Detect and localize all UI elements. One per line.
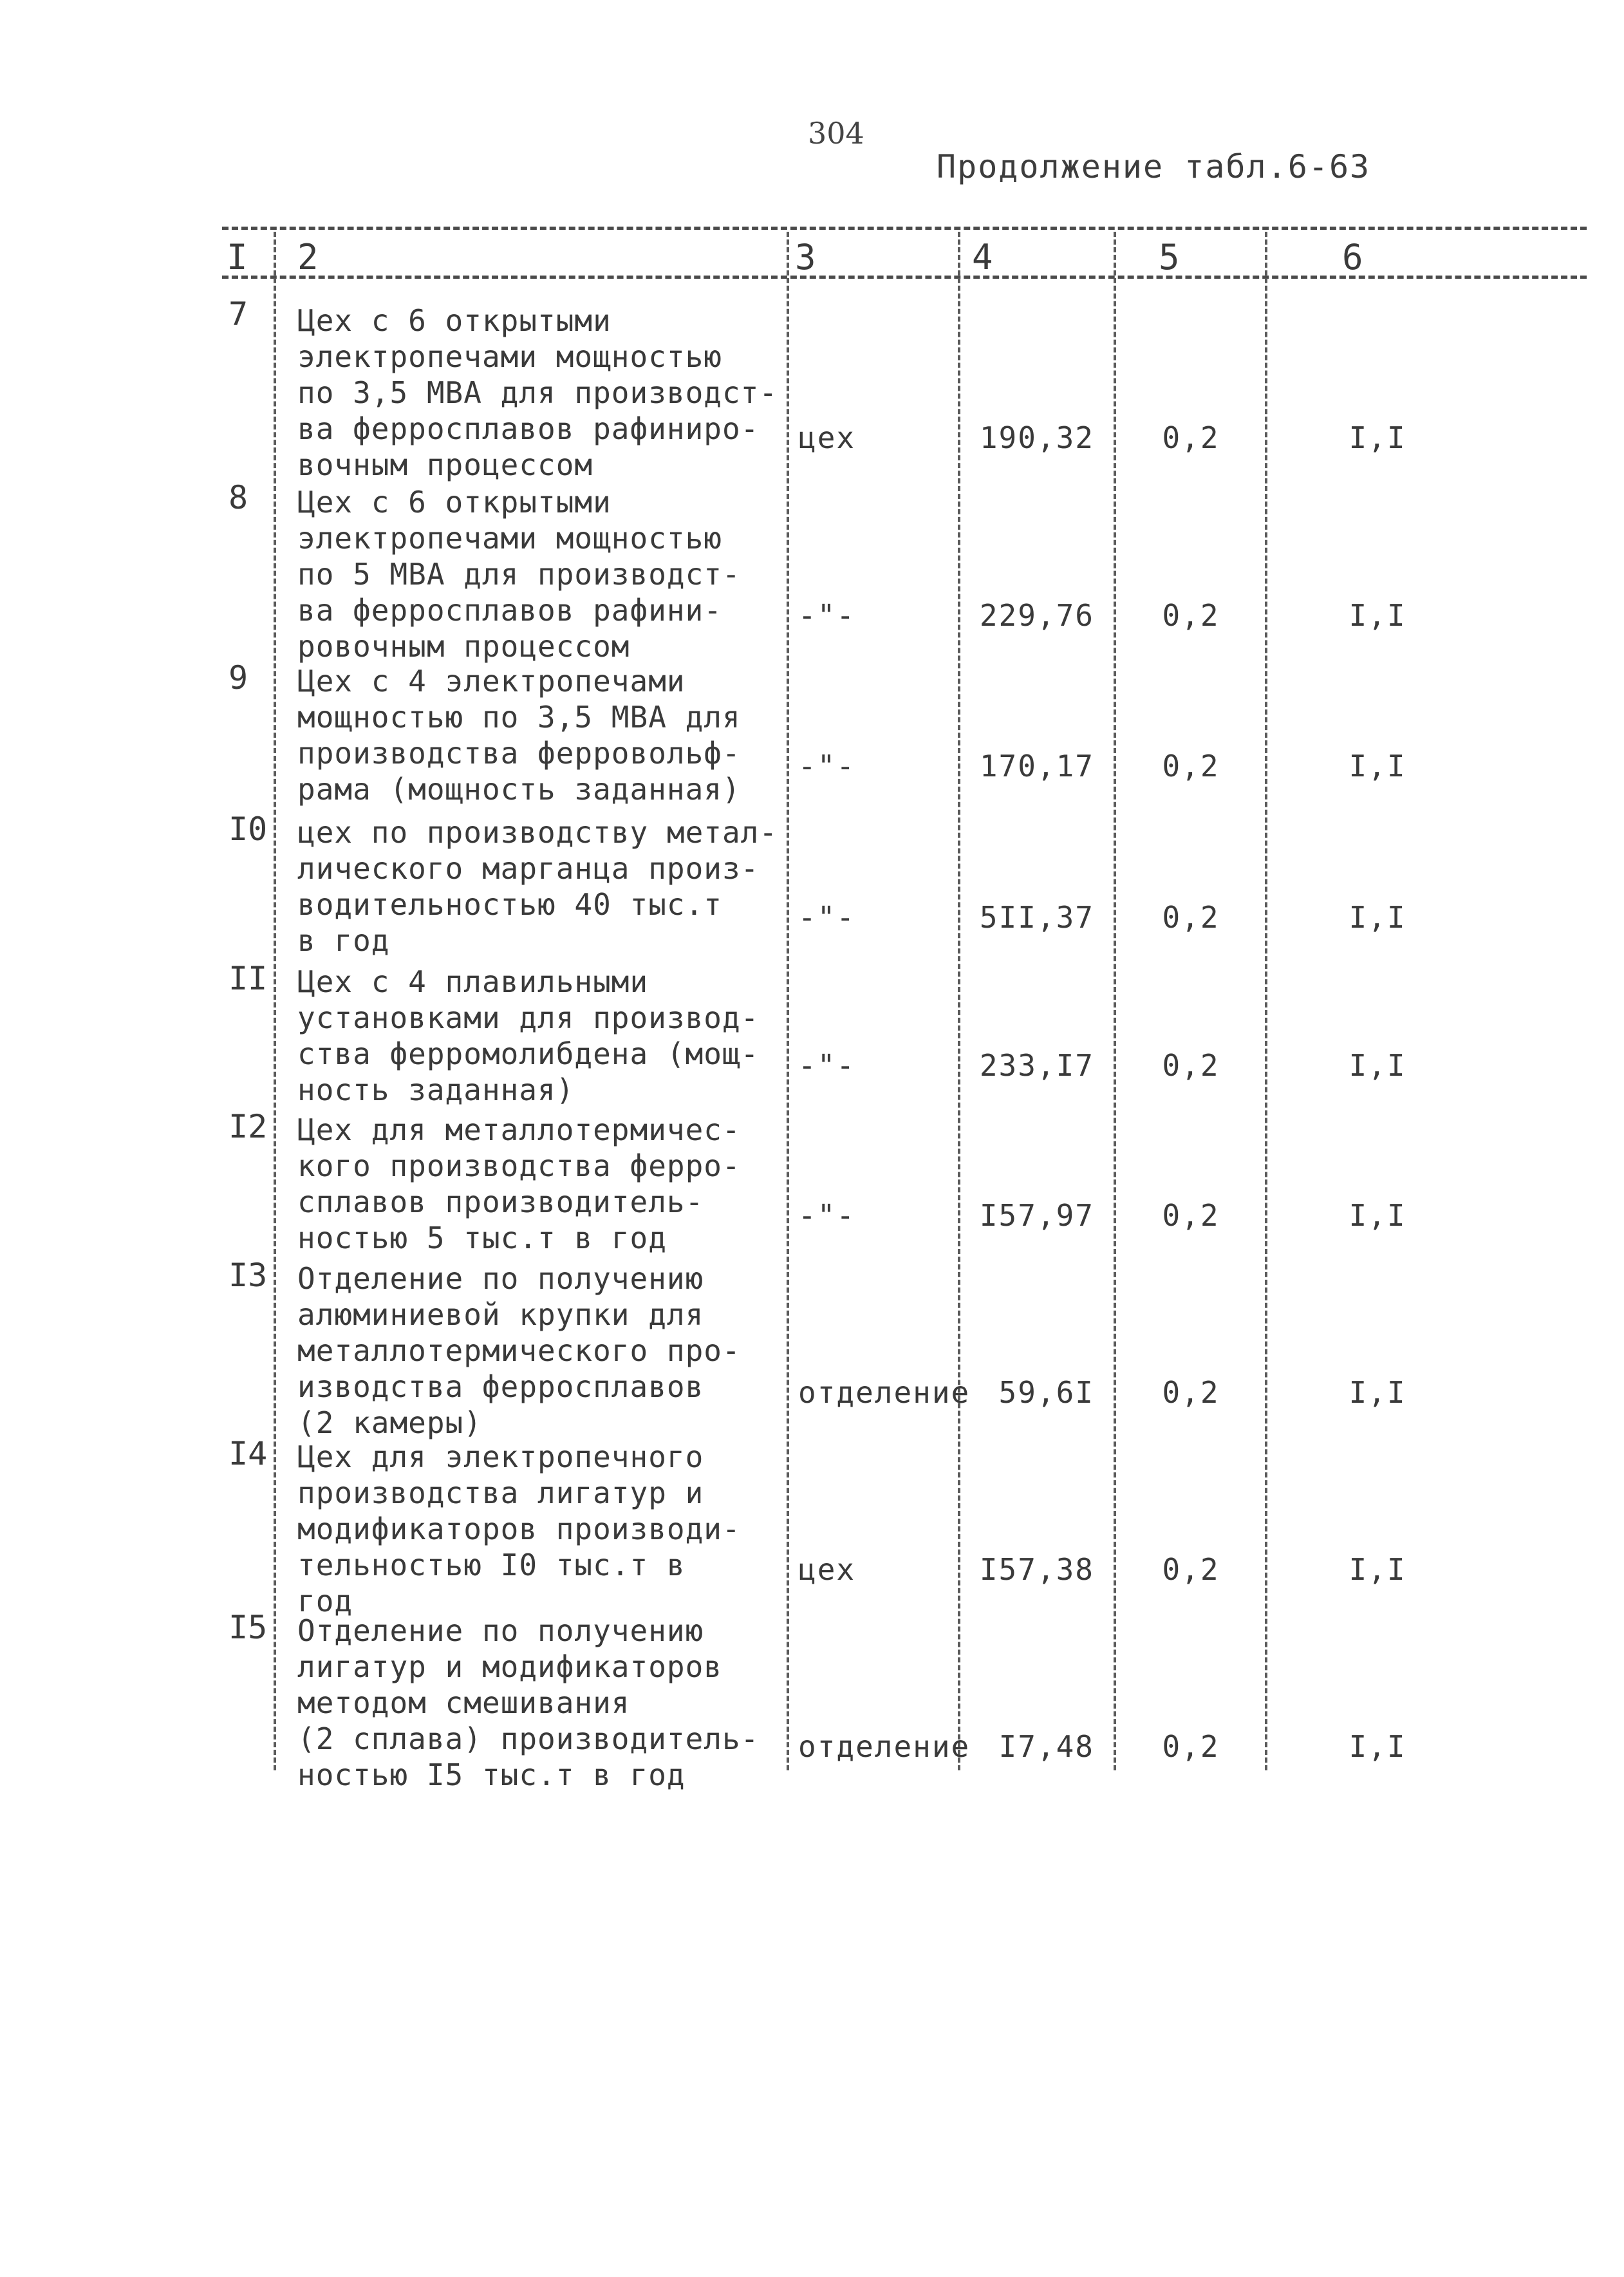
- page-number: 304: [808, 116, 864, 151]
- row-unit: цех: [798, 1552, 856, 1587]
- row-factor: I,I: [1349, 1048, 1406, 1083]
- column-header: 6: [1342, 237, 1363, 277]
- column-header: 5: [1159, 237, 1180, 277]
- row-coefficient: 0,2: [1162, 1552, 1220, 1587]
- row-factor: I,I: [1349, 1375, 1406, 1410]
- row-coefficient: 0,2: [1162, 1729, 1220, 1764]
- row-description: Цех с 4 плавильными установками для производ- ства ферромолибдена (мощ- ность заданная): [297, 964, 760, 1107]
- row-coefficient: 0,2: [1162, 420, 1220, 455]
- row-description: Цех с 6 открытыми электропечами мощностью по 3,5 МВА для производст- ва ферросплавов рафиниро- вочным процессом: [297, 303, 778, 482]
- row-factor: I,I: [1349, 1198, 1406, 1233]
- row-unit: отделение: [798, 1729, 971, 1764]
- row-description: Цех с 6 открытыми электропечами мощностью по 5 МВА для производст- ва ферросплавов рафини- ровочным процессом: [297, 485, 741, 664]
- row-number: I0: [229, 811, 268, 848]
- row-description: Цех для металлотермичес- кого производства ферро- сплавов производитель- ностью 5 тыс.т в год: [297, 1112, 741, 1255]
- row-factor: I,I: [1349, 420, 1406, 455]
- row-value: 229,76: [979, 598, 1094, 633]
- row-unit: -"-: [798, 1198, 856, 1233]
- row-value: I7,48: [998, 1729, 1094, 1764]
- row-description: Цех для электропечного производства лигатур и модификаторов производи- тельностью I0 тыс.т в год: [297, 1439, 741, 1618]
- row-factor: I,I: [1349, 749, 1406, 783]
- row-factor: I,I: [1349, 1552, 1406, 1587]
- row-description: цех по производству метал- лического марганца произ- водительностью 40 тыс.т в год: [297, 815, 778, 958]
- row-unit: отделение: [798, 1375, 971, 1410]
- row-number: I2: [229, 1108, 268, 1145]
- row-number: 7: [229, 295, 248, 333]
- row-unit: цех: [798, 420, 856, 455]
- table-header-rule: [222, 276, 1587, 279]
- column-header: I: [227, 237, 248, 277]
- row-number: 9: [229, 659, 248, 697]
- row-unit: -"-: [798, 1048, 856, 1083]
- row-value: I57,38: [979, 1552, 1094, 1587]
- row-value: 5II,37: [979, 900, 1094, 935]
- row-number: II: [229, 960, 268, 997]
- row-value: 233,I7: [979, 1048, 1094, 1083]
- row-description: Цех с 4 электропечами мощностью по 3,5 МВА для производства ферровольф- рама (мощность заданная): [297, 664, 741, 807]
- row-factor: I,I: [1349, 598, 1406, 633]
- row-value: 170,17: [979, 749, 1094, 783]
- row-value: I57,97: [979, 1198, 1094, 1233]
- row-number: I5: [229, 1609, 268, 1646]
- row-value: 59,6I: [998, 1375, 1094, 1410]
- column-header: 2: [297, 237, 319, 277]
- table-top-rule: [222, 227, 1587, 230]
- column-divider: [274, 232, 276, 1770]
- column-header: 3: [795, 237, 816, 277]
- row-coefficient: 0,2: [1162, 1198, 1220, 1233]
- column-divider: [787, 232, 789, 1770]
- row-description: Отделение по получению лигатур и модификаторов методом смешивания (2 сплава) производитель- ностью I5 тыс.т в год: [297, 1613, 760, 1792]
- row-unit: -"-: [798, 598, 856, 633]
- column-divider: [1265, 232, 1267, 1770]
- row-value: 190,32: [979, 420, 1094, 455]
- row-factor: I,I: [1349, 1729, 1406, 1764]
- row-coefficient: 0,2: [1162, 598, 1220, 633]
- row-number: 8: [229, 479, 248, 516]
- row-unit: -"-: [798, 900, 856, 935]
- row-coefficient: 0,2: [1162, 1375, 1220, 1410]
- column-header: 4: [972, 237, 993, 277]
- row-coefficient: 0,2: [1162, 900, 1220, 935]
- row-factor: I,I: [1349, 900, 1406, 935]
- row-coefficient: 0,2: [1162, 749, 1220, 783]
- row-coefficient: 0,2: [1162, 1048, 1220, 1083]
- column-divider: [958, 232, 960, 1770]
- row-number: I3: [229, 1257, 268, 1294]
- row-number: I4: [229, 1435, 268, 1472]
- row-unit: -"-: [798, 749, 856, 783]
- row-description: Отделение по получению алюминиевой крупки для металлотермического про- изводства ферросплавов (2 камеры): [297, 1261, 741, 1440]
- column-divider: [1114, 232, 1116, 1770]
- table-continuation-label: Продолжение табл.6-63: [937, 148, 1371, 185]
